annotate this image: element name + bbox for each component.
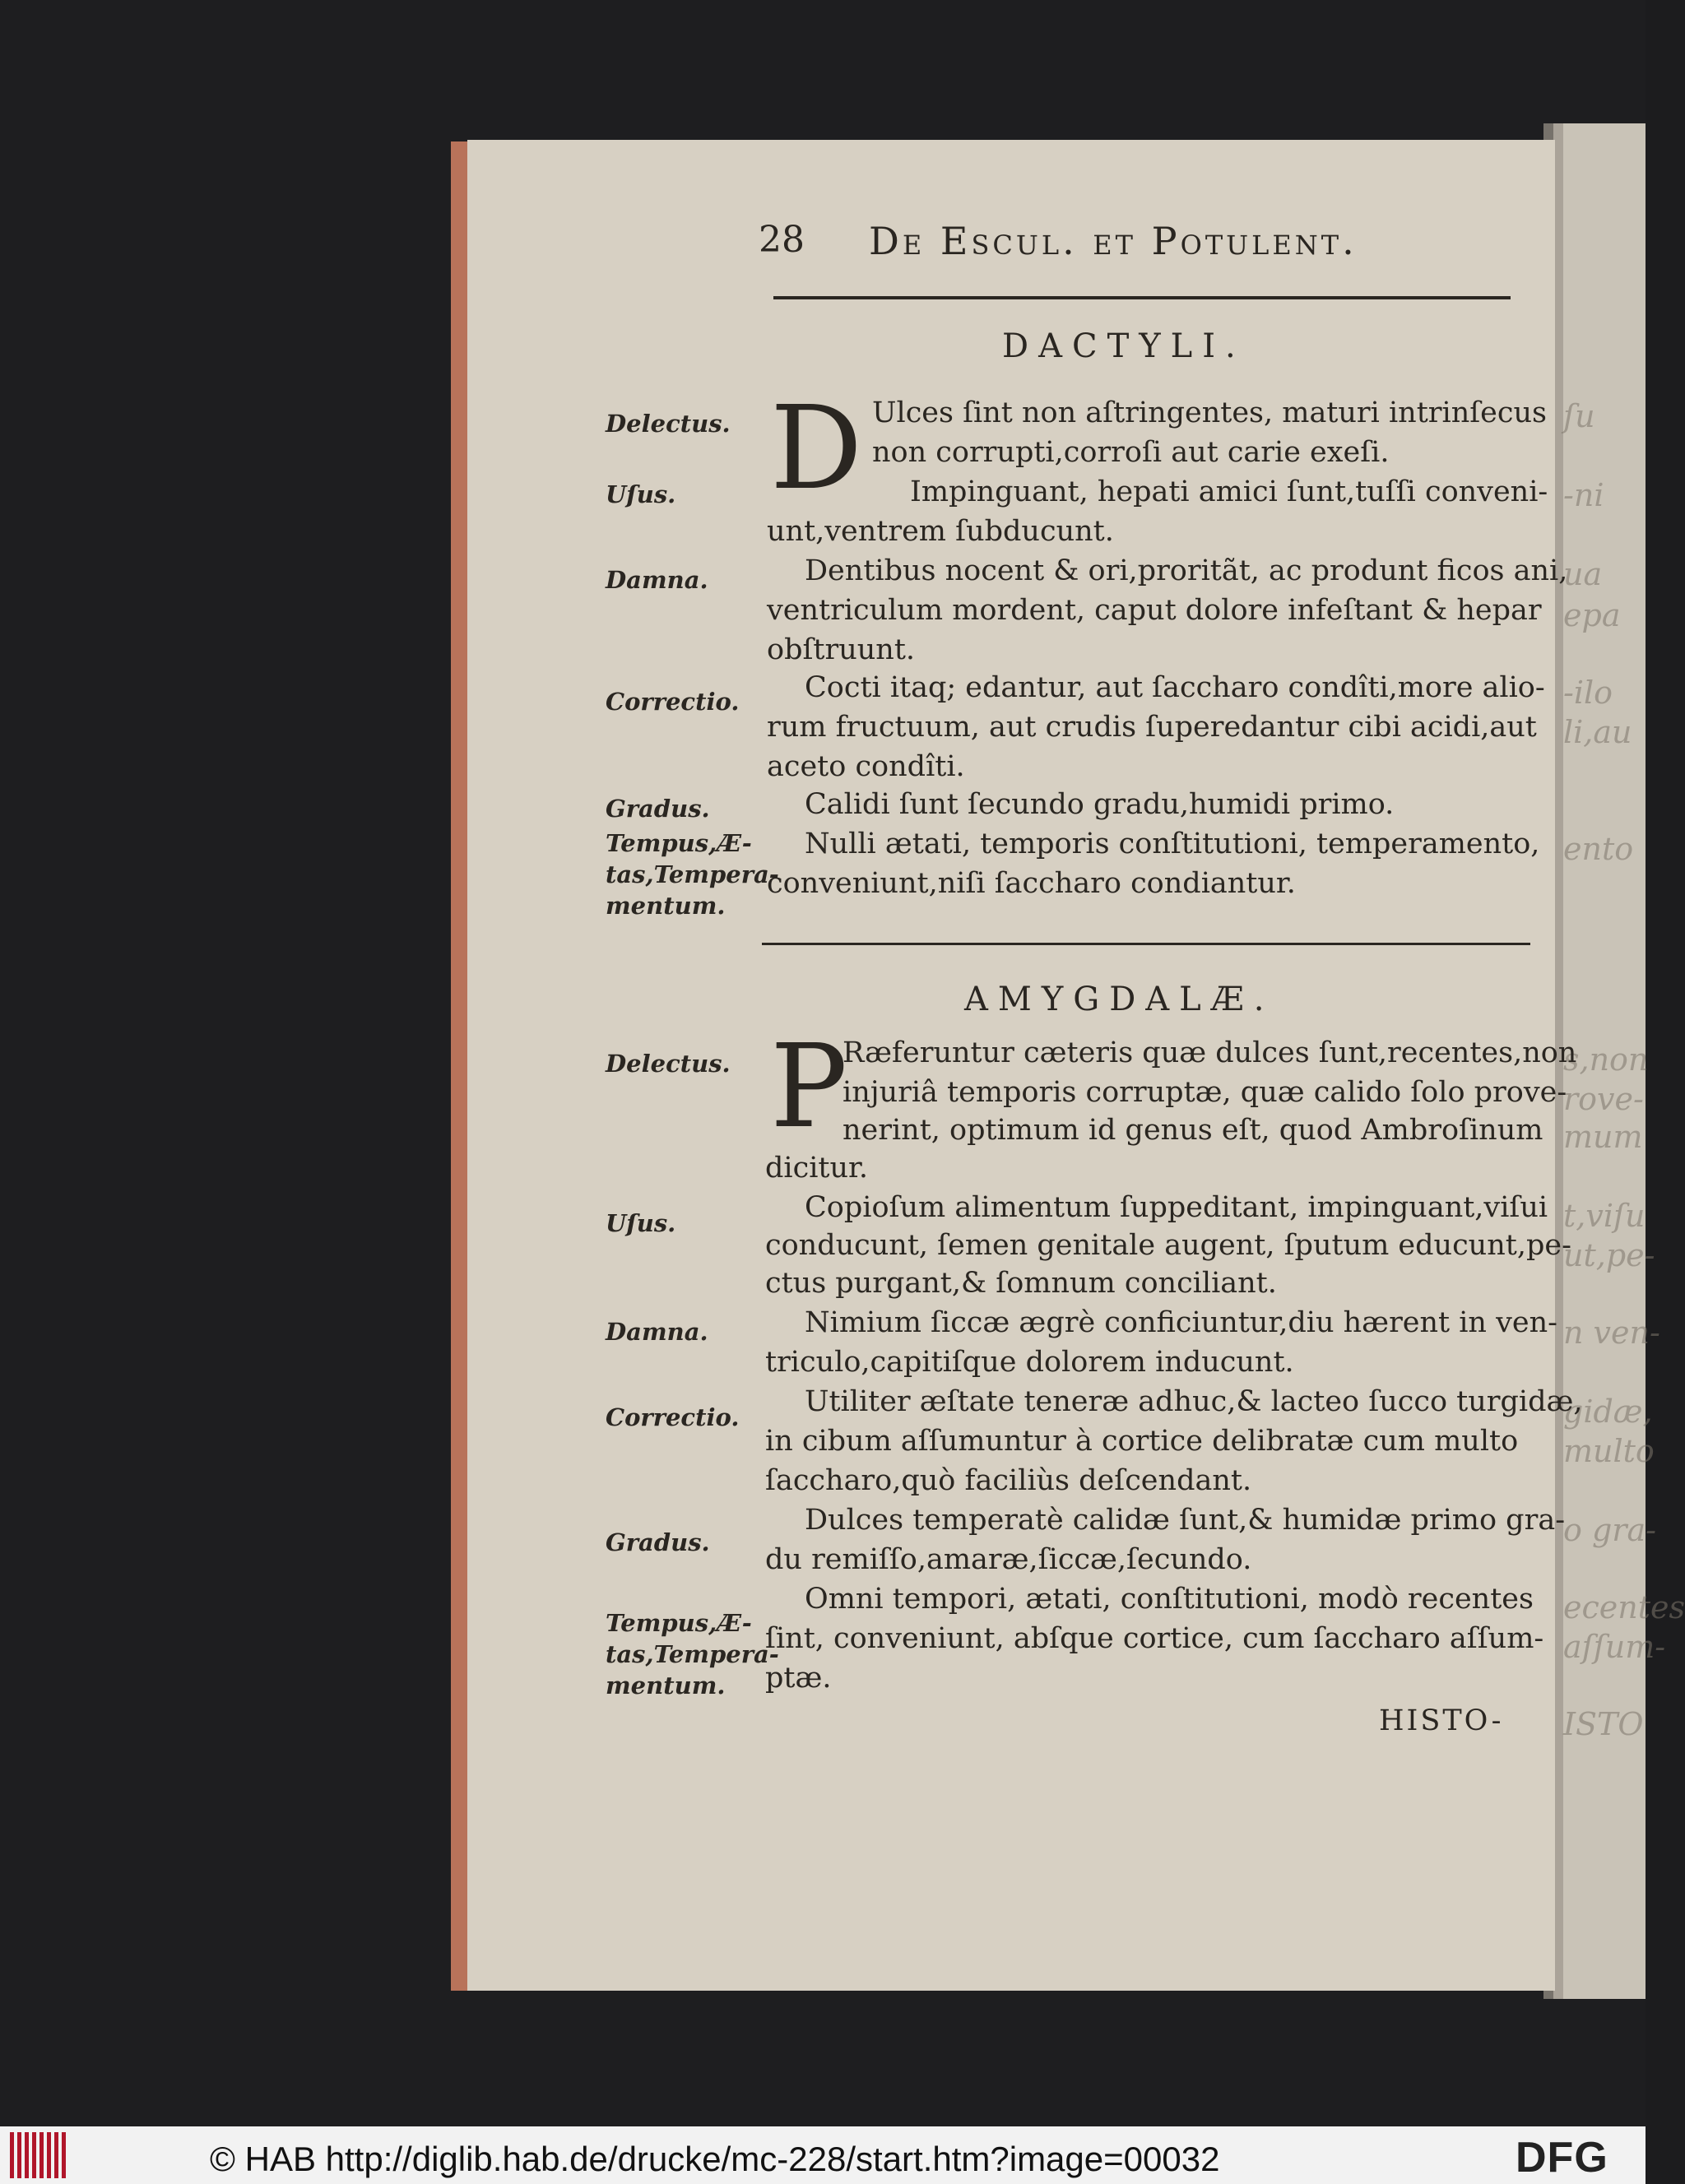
ghost-text: ento — [1563, 831, 1634, 867]
margin-note: Gradus. — [606, 795, 710, 823]
text-line: Dulces temperatè calidæ ſunt,& humidæ primo gra- — [805, 1504, 1566, 1537]
margin-note: Damna. — [606, 566, 708, 594]
hab-barcode-logo — [10, 2132, 67, 2178]
footer-source-link[interactable]: © HAB http://diglib.hab.de/drucke/mc-228/start.htm?image=00032 — [210, 2140, 1220, 2178]
text-line: ventriculum mordent, caput dolore infeſtant & hepar — [767, 594, 1542, 627]
ghost-text: t,viſu — [1563, 1198, 1646, 1234]
ghost-text: -ni — [1563, 477, 1604, 513]
ghost-text: aſſum- — [1563, 1629, 1666, 1665]
ghost-text: ſu — [1563, 398, 1595, 434]
text-line: unt,ventrem ſubducunt. — [767, 515, 1114, 548]
text-line: ptæ. — [765, 1662, 832, 1695]
margin-note: Tempus,Æ- — [606, 829, 752, 857]
margin-note: Uſus. — [606, 1209, 676, 1237]
text-line: rum fructuum, aut crudis ſuperedantur cibi acidi,aut — [767, 711, 1537, 744]
ghost-text: rove- — [1563, 1081, 1644, 1117]
text-line: triculo,capitiſque dolorem inducunt. — [765, 1346, 1294, 1379]
text-line: Omni tempori, ætati, conſtitutioni, modò recentes — [805, 1583, 1534, 1616]
header-rule — [773, 296, 1511, 299]
ghost-text: ISTO — [1563, 1706, 1644, 1742]
text-line: obſtruunt. — [767, 633, 916, 666]
margin-note: tas,Tempera- — [606, 1640, 779, 1668]
text-line: Nimium ſiccæ ægrè conficiuntur,diu hærent in ven- — [805, 1306, 1557, 1339]
margin-note: Delectus. — [606, 1050, 731, 1078]
catchword: HISTO- — [1379, 1704, 1504, 1737]
text-line: Copioſum alimentum ſuppeditant, impinguant,viſui — [805, 1191, 1548, 1224]
text-line: ſaccharo,quò faciliùs deſcendant. — [765, 1464, 1252, 1497]
text-line: Nulli ætati, temporis conſtitutioni, temperamento, — [805, 828, 1540, 860]
text-line: conveniunt,niſi ſaccharo condiantur. — [767, 867, 1296, 900]
section-title-amygdalae: AMYGDALÆ. — [964, 981, 1274, 1018]
text-line: aceto condîti. — [767, 750, 965, 783]
text-line: non corrupti,corroſi aut carie exeſi. — [872, 436, 1390, 469]
section-rule — [762, 943, 1530, 945]
drop-cap: P — [770, 1020, 848, 1154]
margin-note: Tempus,Æ- — [606, 1609, 752, 1637]
text-line: conducunt, ſemen genitale augent, ſputum educunt,pe- — [765, 1229, 1571, 1262]
text-line: Cocti itaq; edantur, aut ſaccharo condîti,more alio- — [805, 671, 1545, 704]
ghost-text: epa — [1563, 597, 1621, 633]
margin-note: Uſus. — [606, 480, 676, 508]
margin-note: mentum. — [606, 1672, 726, 1699]
margin-note: Gradus. — [606, 1528, 710, 1556]
page-edge — [451, 141, 469, 1991]
text-line: injuriâ temporis corruptæ, quæ calido ſolo prove- — [842, 1076, 1567, 1109]
page-number: 28 — [759, 219, 805, 261]
margin-note: Correctio. — [606, 688, 740, 716]
drop-cap: D — [770, 382, 863, 516]
text-line: ctus purgant,& ſomnum conciliant. — [765, 1267, 1277, 1300]
margin-note: mentum. — [606, 892, 726, 920]
section-title-dactyli: DACTYLI. — [1002, 327, 1246, 365]
ghost-text: ut,pe- — [1563, 1237, 1655, 1273]
ghost-text: ecentes — [1563, 1589, 1685, 1625]
ghost-text: o gra- — [1563, 1512, 1656, 1548]
text-line: du remiſſo,amaræ,ſiccæ,ſecundo. — [765, 1543, 1252, 1576]
text-line: Dentibus nocent & ori,proritãt, ac produnt ficos ani, — [805, 554, 1568, 587]
text-line: Ræferuntur cæteris quæ dulces ſunt,recentes,non — [842, 1036, 1577, 1069]
margin-note: Delectus. — [606, 410, 731, 438]
ghost-text: li,au — [1563, 714, 1632, 750]
running-title: De Escul. et Potulent. — [869, 219, 1358, 263]
dfg-logo: DFG — [1516, 2134, 1608, 2182]
text-line: Impinguant, hepati amici ſunt,tuſſi conveni- — [910, 475, 1548, 508]
text-line: Calidi ſunt ſecundo gradu,humidi primo. — [805, 788, 1395, 821]
ghost-text: -ilo — [1563, 675, 1613, 711]
text-line: Ulces ſint non aſtringentes, maturi intrinſecus — [872, 396, 1548, 429]
ghost-text: gidæ, — [1563, 1393, 1653, 1430]
text-line: dicitur. — [765, 1152, 869, 1185]
margin-note: tas,Tempera- — [606, 860, 779, 888]
margin-note: Damna. — [606, 1318, 708, 1346]
text-line: nerint, optimum id genus eſt, quod Ambroſinum — [842, 1114, 1543, 1147]
ghost-text: s,non — [1563, 1041, 1649, 1078]
ghost-text: multo — [1563, 1433, 1655, 1469]
ghost-text: mum — [1563, 1119, 1643, 1155]
margin-note: Correctio. — [606, 1403, 740, 1431]
ghost-text: n ven- — [1563, 1315, 1660, 1351]
text-line: ſint, conveniunt, abſque cortice, cum ſaccharo aſſum- — [765, 1622, 1544, 1655]
ghost-text: ua — [1563, 556, 1603, 592]
text-line: Utiliter æſtate teneræ adhuc,& lacteo ſucco turgidæ, — [805, 1385, 1583, 1418]
text-line: in cibum aſſumuntur à cortice delibratæ cum multo — [765, 1425, 1519, 1458]
